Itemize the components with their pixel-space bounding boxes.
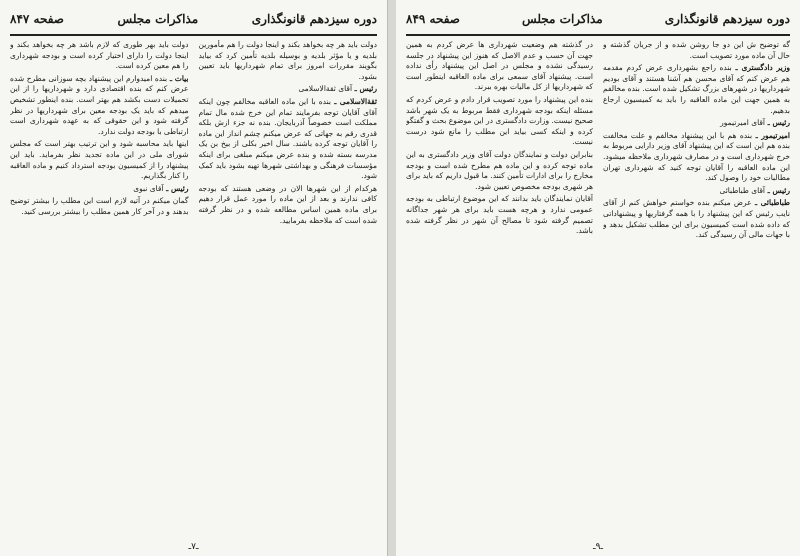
paragraph <box>603 131 790 184</box>
speaker-name: ثقةالاسلامی ـ <box>330 96 377 106</box>
speaker-name: رئیس ـ <box>163 183 189 193</box>
left-page-header <box>10 4 377 36</box>
paragraph-text: بنده این پیشنهاد را مورد تصویب قرار دادم و عرض کردم که مسئله اینکه بودجه شهرداری فقط مربوط به یک شهر باشد صحیح نیست. وزارت دادگستری در این موضوع بحث و گفتگو کرده و اینکه کسی بیاید این مطلب را مانع شود درست نیست. <box>406 94 593 147</box>
right-header-title: مذاکرات مجلس <box>522 12 603 26</box>
speaker-name: وزیر دادگستری ـ <box>731 63 790 73</box>
speaker-name: بیات ـ <box>167 73 189 83</box>
right-columns <box>406 40 790 534</box>
paragraph-text: بنده با این ماده العاقبه مخالفم چون اینکه آقای آقایان توجه بفرمایند تمام این خرج شده مال تمام مملکت است خصوصاً آذربایجان. بنده نه جزء ازش بلکه قدری رقم به جهاتی که عرض میکنم چشم انداز این ماده را آقایان توجه کرده باشند. سال اخیر بکلی از بیخ بن یک مدرسه بسته شده و بنده عرض میکنم مبلغی برای اینکه مؤسسات فرهنگی و بهداشتی شهرها تهیه بشود باید کمک شود. <box>198 96 377 181</box>
paragraph-text: هرکدام از این شهرها الان در وضعی هستند که بودجه کافی ندارند و بعد از این ماده را مورد عمل قرار دهیم برای ماده همین اساس مطالعه شده و در نظر گرفته شده است که ملاحظه بفرمایید. <box>198 183 377 225</box>
paragraph-text: در گذشته هم وضعیت شهرداری ها عرض کردم به همین جهت آن حسب و عدم الاصل که هنوز این پیشنهاد در جلسه رسیدگی نشده و مجلس در اصل این پیشنهاد رأی نداده است. پیشنهاد آقای سمعی برای ماده العاقبه اینطور است که شهرداریها از کل مالیات بهره ببرند. <box>406 40 593 92</box>
paragraph <box>603 63 790 116</box>
left-page <box>0 0 388 556</box>
paragraph-text: آقای نبوی <box>133 183 164 193</box>
paragraph <box>199 97 378 182</box>
paragraph-text: بنده هم با این پیشنهاد مخالفم و علت مخالفت بنده هم این است که این پیشنهاد آقای وزیر دارایی مربوط به خرج شهرداری است و در مصارف شهرداری ملاحظه میشود. این ماده العاقبه را آقایان توجه کنید که شهرداری تهران مطالبات خود را وصول کند. <box>603 130 790 183</box>
right-column-2 <box>406 40 593 534</box>
paragraph-text: دولت باید بهر طوری که لازم باشد هر چه بخواهد بکند و اینجا دولت را دارای اختیار کرده است و بودجه شهرداری را هم معین کرده است. <box>10 40 189 71</box>
paragraph-text: آقایان نمایندگان باید بدانند که این موضوع ارتباطی به بودجه عمومی ندارد و هرچه هست باید برای هر شهر جداگانه تصمیم گرفته شود تا مصالح آن شهر در نظر گرفته شده باشد. <box>406 194 593 236</box>
left-page-number: ـ۷ـ <box>188 542 199 552</box>
right-page-number: ـ۹ـ <box>592 542 604 552</box>
paragraph <box>603 118 790 129</box>
right-page <box>396 0 800 556</box>
paragraph <box>603 186 790 197</box>
right-page-header <box>406 4 790 36</box>
paragraph <box>10 40 189 72</box>
paragraph <box>406 95 593 148</box>
paragraph-text: بنده راجع بشهرداری عرض کردم مقدمه هم عرض کنم که آقای محسن هم آشنا هستند و آقای بودیم شهرداریها در شهرهای بزرگ تشکیل شده است. بنده مخالفم به همین جهت این ماده العاقبه را باید به کمیسیون ارجاع بدهیم. <box>603 63 790 115</box>
speaker-name: رئیس ـ <box>765 185 790 195</box>
paragraph <box>10 74 189 138</box>
paragraph <box>199 40 378 82</box>
paragraph <box>406 150 593 192</box>
paragraph-text: بنابراین دولت و نمایندگان دولت آقای وزیر دادگستری به این ماده توجه کرده و این ماده هم مطرح شده است و بودجه مخارج را برای ادارات تأمین کنند. ما قبول داریم که باید برای هر شهری بودجه مخصوص تعیین شود. <box>406 149 593 191</box>
paragraph <box>10 196 189 217</box>
speaker-name: طباطبائی ـ <box>751 198 790 208</box>
speaker-name: امیرتیمور ـ <box>752 130 790 140</box>
speaker-name: رئیس ـ <box>765 118 790 128</box>
left-columns <box>10 40 377 534</box>
paragraph <box>10 184 189 195</box>
right-column-1 <box>603 40 790 534</box>
paragraph <box>199 184 378 226</box>
paragraph-text: آقای ثقةالاسلامی <box>298 84 353 94</box>
paragraph <box>10 139 189 181</box>
left-header-title: مذاکرات مجلس <box>117 12 199 26</box>
paragraph <box>406 194 593 236</box>
paragraph-text: اینها باید محاسبه شود و این ترتیب بهتر است که مجلس شورای ملی در این ماده تجدید نظر بفرماید. باید این پیشنهاد را از کمیسیون بودجه استرداد کنیم و ماده العاقبه را کنار بگذاریم. <box>10 139 189 181</box>
paragraph <box>406 40 593 93</box>
left-header-volume: دوره سیزدهم قانونگذاری <box>251 12 377 26</box>
left-column-2 <box>10 40 189 534</box>
left-header-page-label: صفحه ۸۴۷ <box>10 12 64 26</box>
left-column-1 <box>199 40 378 534</box>
book-gutter <box>388 0 396 556</box>
paragraph-text: عرض میکنم بنده خواستم خواهش کنم از آقای نایب رئیس که این پیشنهاد را با همه گرفتاریها و پیشنهاداتی که داده شده است کمیسیون برای این مطلب تشکیل بدهد و با جهات مالی آن رسیدگی کند. <box>603 198 790 240</box>
paragraph-text: آقای امیرتیمور <box>720 118 766 128</box>
paragraph-text: دولت باید هر چه بخواهد بکند و اینجا دولت را هم مأمورین بلدیه و یا مؤثر بلدیه و بوسیله بلدیه تأمین کرد که بیاید بگویند مقررات امروز برای تمام شهرداریها باید تعیین بشود. <box>198 40 377 81</box>
paragraph-text: گه توضیح ش این دو جا روشن شده و از جریان گذشته و حال آن ماده مورد تصویب است. <box>603 40 790 60</box>
paragraph <box>603 40 790 61</box>
paragraph-text: آقای طباطبائی <box>719 185 766 195</box>
paragraph <box>603 198 790 240</box>
right-header-page-label: صفحه ۸۴۹ <box>406 12 460 26</box>
paragraph-text: بنده امیدوارم این پیشنهاد بچه سوزانی مطرح شده عرض کنم که بنده اقتصادی دارد و شهرداریها را از این تحمیلات دست بکشد هم بهتر است. بنده اینطور تشخیص میدهم که باید یک بودجه معین برای شهرداریها در نظر گرفته شود و این حقوقی که به عهده شهرداری است ارتباطی با بودجه دولت ندارد. <box>10 73 189 136</box>
right-header-volume: دوره سیزدهم قانونگذاری <box>664 12 790 26</box>
speaker-name: رئیس ـ <box>352 84 377 94</box>
paragraph <box>199 84 378 95</box>
paragraph-text: گمان میکنم در آتیه لازم است این مطلب را بیشتر توضیح بدهند و در آخر کار همین مطلب را بیشتر بررسی کنید. <box>10 196 189 216</box>
